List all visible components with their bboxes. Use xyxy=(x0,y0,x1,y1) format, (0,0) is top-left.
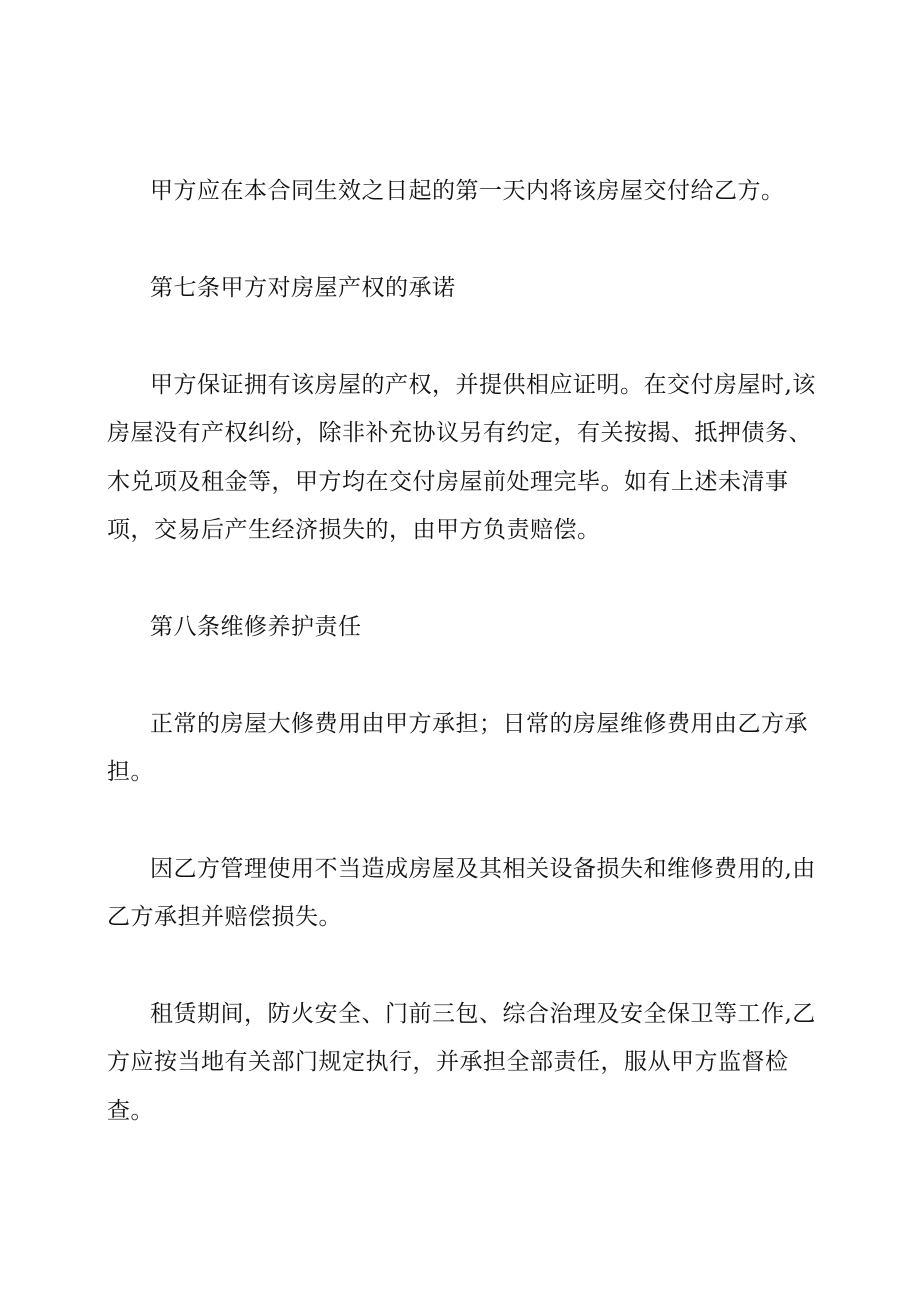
article-8-repair-costs-line: 正常的房屋大修费用由甲方承担；日常的房屋维修费用由乙方承 xyxy=(150,711,808,737)
article-8-safety-line: 方应按当地有关部门规定执行，并承担全部责任，服从甲方监督检 xyxy=(107,1049,789,1075)
article-8-safety-line: 租赁期间，防火安全、门前三包、综合治理及安全保卫等工作,乙 xyxy=(150,1001,816,1027)
article-8-repair-costs-line: 担。 xyxy=(107,759,154,785)
paragraph-delivery: 甲方应在本合同生效之日起的第一天内将该房屋交付给乙方。 xyxy=(150,178,785,204)
article-7-body-line: 房屋没有产权纠纷，除非补充协议另有约定，有关按揭、抵押债务、 xyxy=(107,420,812,446)
article-8-heading: 第八条维修养护责任 xyxy=(150,614,362,640)
article-8-damage-line: 乙方承担并赔偿损失。 xyxy=(107,904,342,930)
article-7-body-line: 甲方保证拥有该房屋的产权，并提供相应证明。在交付房屋时,该 xyxy=(150,372,816,398)
article-8-safety-line: 查。 xyxy=(107,1098,154,1124)
article-7-body-line: 木兑项及租金等，甲方均在交付房屋前处理完毕。如有上述未清事 xyxy=(107,469,789,495)
article-7-heading: 第七条甲方对房屋产权的承诺 xyxy=(150,275,456,301)
article-7-body-line: 项，交易后产生经济损失的，由甲方负责赔偿。 xyxy=(107,517,601,543)
article-8-damage-line: 因乙方管理使用不当造成房屋及其相关设备损失和维修费用的,由 xyxy=(150,856,816,882)
